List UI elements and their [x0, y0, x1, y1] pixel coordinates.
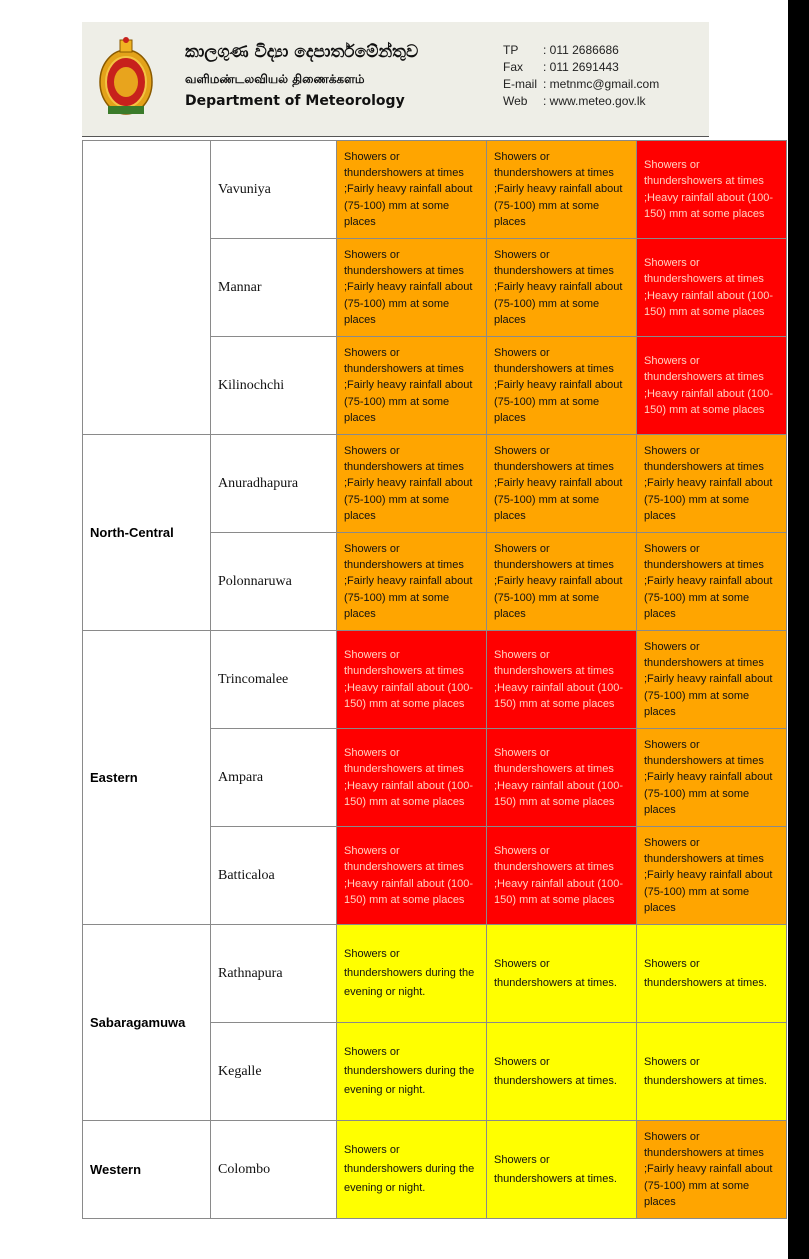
district-cell: Colombo [211, 1121, 337, 1219]
contact-email: E-mail : metnmc@gmail.com [503, 77, 660, 91]
forecast-cell: Showers or thundershowers at times ;Heavy rainfall about (100- 150) mm at some places [487, 827, 637, 925]
forecast-cell: Showers or thundershowers at times. [487, 925, 637, 1023]
forecast-cell: Showers or thundershowers at times ;Heavy rainfall about (100- 150) mm at some places [337, 827, 487, 925]
contact-fax: Fax : 011 2691443 [503, 60, 619, 74]
forecast-cell: Showers or thundershowers at times ;Fairly heavy rainfall about (75-100) mm at some places [337, 239, 487, 337]
forecast-cell: Showers or thundershowers at times. [487, 1121, 637, 1219]
table-row [83, 631, 787, 729]
forecast-cell: Showers or thundershowers at times ;Heavy rainfall about (100- 150) mm at some places [337, 729, 487, 827]
district-cell: Anuradhapura [211, 435, 337, 533]
district-cell: Rathnapura [211, 925, 337, 1023]
region-cell: Western [83, 1121, 211, 1219]
forecast-cell: Showers or thundershowers at times ;Fairly heavy rainfall about (75-100) mm at some places [487, 435, 637, 533]
forecast-cell: Showers or thundershowers at times ;Fairly heavy rainfall about (75-100) mm at some places [337, 533, 487, 631]
forecast-cell: Showers or thundershowers at times ;Heavy rainfall about (100- 150) mm at some places [487, 631, 637, 729]
district-cell: Batticaloa [211, 827, 337, 925]
table-row [83, 435, 787, 533]
forecast-cell: Showers or thundershowers at times ;Fairly heavy rainfall about (75-100) mm at some places [637, 1121, 787, 1219]
table-row [83, 1121, 787, 1219]
forecast-cell: Showers or thundershowers at times ;Heavy rainfall about (100-150) mm at some places [637, 239, 787, 337]
forecast-cell: Showers or thundershowers at times ;Heavy rainfall about (100- 150) mm at some places [337, 631, 487, 729]
window-edge [788, 0, 809, 1259]
national-emblem-icon [98, 36, 154, 116]
table-row [83, 925, 787, 1023]
dept-title-tamil: வளிமண்டலவியல் திணைக்களம் [185, 72, 365, 86]
forecast-cell: Showers or thundershowers at times ;Fairly heavy rainfall about (75-100) mm at some places [487, 239, 637, 337]
forecast-cell: Showers or thundershowers at times ;Heavy rainfall about (100- 150) mm at some places [487, 729, 637, 827]
forecast-cell: Showers or thundershowers at times ;Fairly heavy rainfall about (75-100) mm at some places [337, 337, 487, 435]
contact-tp: TP : 011 2686686 [503, 43, 619, 57]
forecast-cell: Showers or thundershowers at times. [637, 1023, 787, 1121]
forecast-cell: Showers or thundershowers at times ;Fairly heavy rainfall about (75-100) mm at some places [637, 533, 787, 631]
forecast-cell: Showers or thundershowers during the evening or night. [337, 925, 487, 1023]
district-cell: Polonnaruwa [211, 533, 337, 631]
district-cell: Kilinochchi [211, 337, 337, 435]
forecast-table [82, 140, 787, 1219]
forecast-cell: Showers or thundershowers during the evening or night. [337, 1121, 487, 1219]
forecast-cell: Showers or thundershowers at times ;Fairly heavy rainfall about (75-100) mm at some places [487, 141, 637, 239]
forecast-cell: Showers or thundershowers during the evening or night. [337, 1023, 487, 1121]
forecast-cell: Showers or thundershowers at times ;Fairly heavy rainfall about (75-100) mm at some places [637, 827, 787, 925]
forecast-cell: Showers or thundershowers at times ;Fairly heavy rainfall about (75-100) mm at some places [487, 337, 637, 435]
region-cell: Sabaragamuwa [83, 925, 211, 1121]
forecast-cell: Showers or thundershowers at times ;Fairly heavy rainfall about (75-100) mm at some places [487, 533, 637, 631]
forecast-cell: Showers or thundershowers at times ;Heavy rainfall about (100-150) mm at some places [637, 337, 787, 435]
forecast-cell: Showers or thundershowers at times ;Fairly heavy rainfall about (75-100) mm at some places [337, 435, 487, 533]
district-cell: Vavuniya [211, 141, 337, 239]
header-divider [82, 136, 709, 137]
dept-title-english: Department of Meteorology [185, 93, 405, 109]
forecast-cell: Showers or thundershowers at times ;Fairly heavy rainfall about (75-100) mm at some places [637, 729, 787, 827]
region-cell: North-Central [83, 435, 211, 631]
contact-web: Web : www.meteo.gov.lk [503, 94, 646, 108]
region-cell [83, 141, 211, 435]
forecast-cell: Showers or thundershowers at times ;Fairly heavy rainfall about (75-100) mm at some places [637, 435, 787, 533]
district-cell: Kegalle [211, 1023, 337, 1121]
forecast-cell: Showers or thundershowers at times. [637, 925, 787, 1023]
district-cell: Ampara [211, 729, 337, 827]
district-cell: Mannar [211, 239, 337, 337]
region-cell: Eastern [83, 631, 211, 925]
table-row [83, 141, 787, 239]
dept-title-sinhala: කාලගුණ විද්‍යා දෙපාර්තමේන්තුව [185, 42, 419, 62]
forecast-cell: Showers or thundershowers at times ;Fairly heavy rainfall about (75-100) mm at some places [337, 141, 487, 239]
forecast-cell: Showers or thundershowers at times. [487, 1023, 637, 1121]
district-cell: Trincomalee [211, 631, 337, 729]
forecast-cell: Showers or thundershowers at times ;Heavy rainfall about (100-150) mm at some places [637, 141, 787, 239]
forecast-cell: Showers or thundershowers at times ;Fairly heavy rainfall about (75-100) mm at some places [637, 631, 787, 729]
